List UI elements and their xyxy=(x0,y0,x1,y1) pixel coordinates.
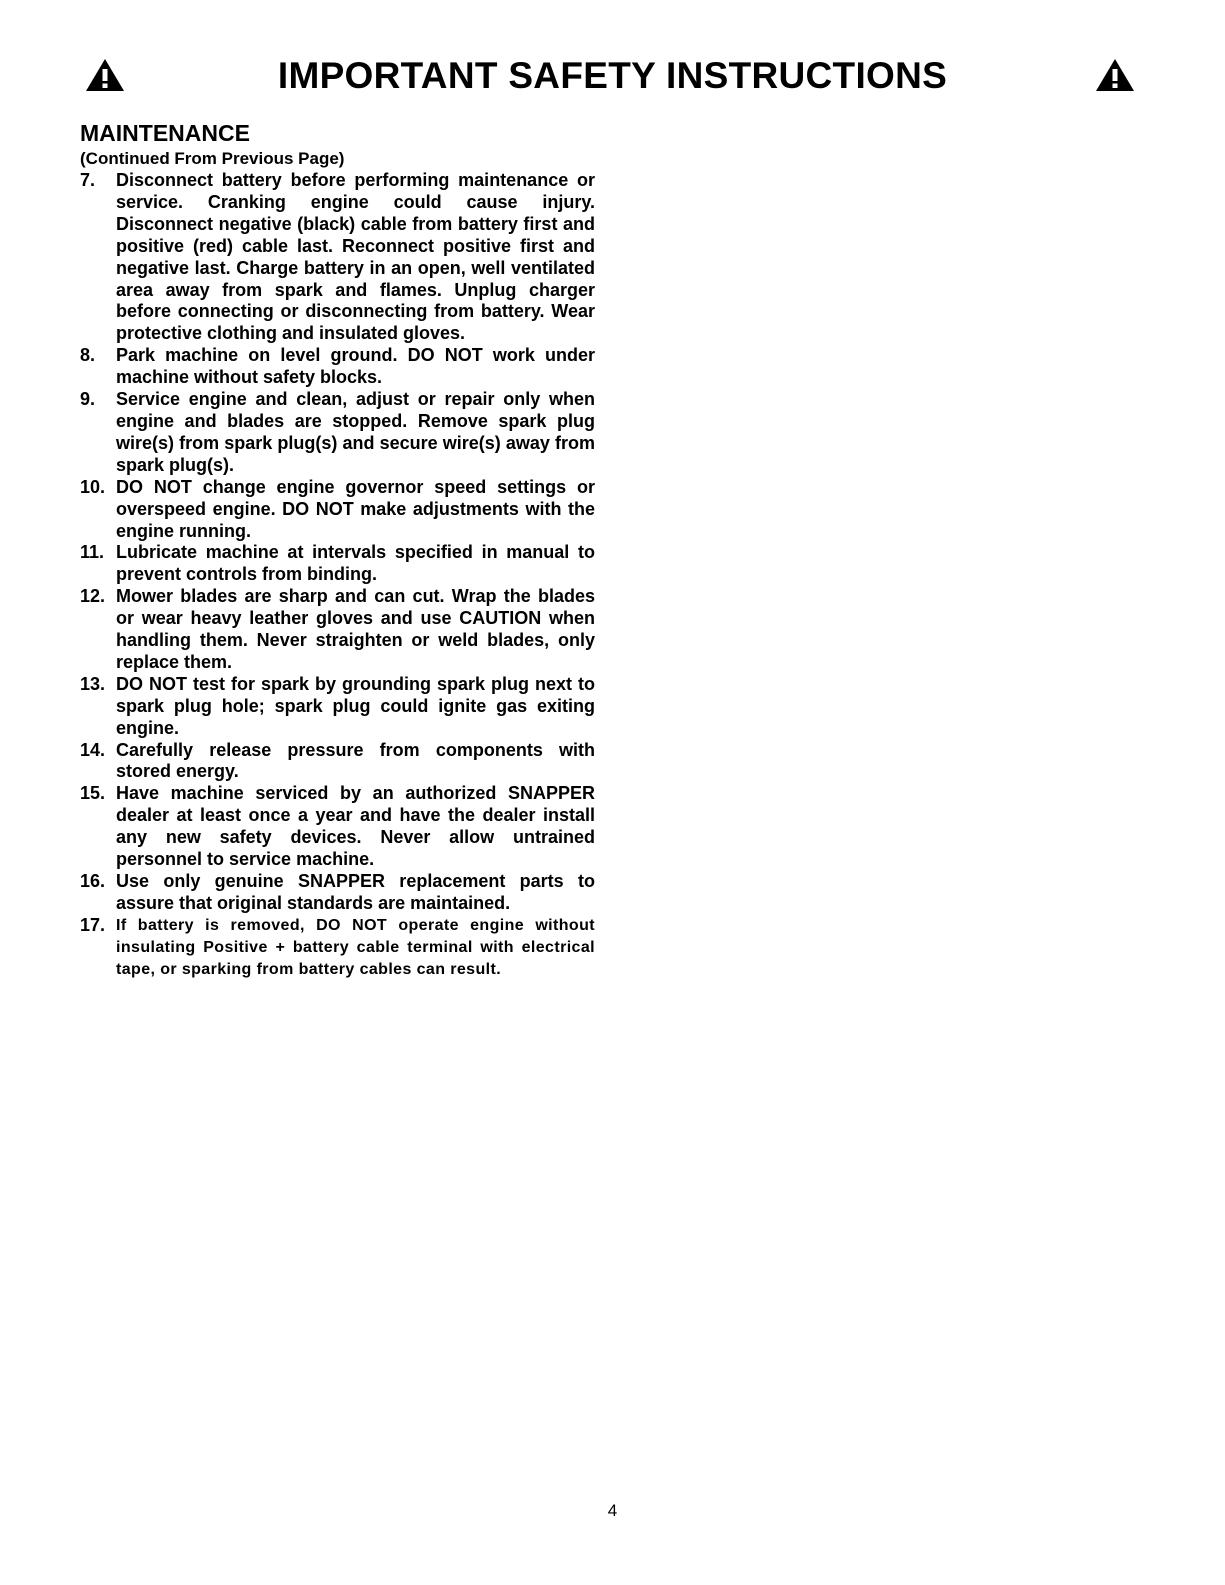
item-text: Carefully release pressure from components with stored energy. xyxy=(116,739,595,782)
list-item xyxy=(80,783,595,871)
item-number: 9. xyxy=(80,389,96,410)
list-item xyxy=(80,345,595,389)
item-number: 16. xyxy=(80,871,106,891)
instruction-list xyxy=(80,170,595,981)
item-number: 8. xyxy=(80,345,96,366)
item-number: 14. xyxy=(80,739,106,760)
item-text: Use only genuine SNAPPER replacement parts to assure that original standards are maintained. xyxy=(116,871,595,913)
page-title: IMPORTANT SAFETY INSTRUCTIONS xyxy=(277,55,948,96)
item-text: Lubricate machine at intervals specified in manual to prevent controls from binding. xyxy=(116,542,595,585)
item-text: Disconnect battery before performing maintenance or service. Cranking engine could cause injury. Disconnect negative (black) cable from battery first and positive (red) cable last. Reconnect positive first and negative last. Charge battery in an open, well ventilated area away from spark and flames. Unplug charger before connecting or disconnecting from battery. Wear protective clothing and insulated gloves. xyxy=(116,170,595,344)
item-number: 10. xyxy=(80,476,106,497)
item-number: 7. xyxy=(80,170,96,190)
list-item xyxy=(80,740,595,784)
item-text: Have machine serviced by an authorized SNAPPER dealer at least once a year and have the dealer install any new safety devices. Never allow untrained personnel to service machine. xyxy=(116,783,595,870)
item-number: 15. xyxy=(80,783,106,804)
page-number: 4 xyxy=(607,1501,618,1520)
item-number: 11. xyxy=(80,542,105,563)
item-text: Mower blades are sharp and can cut. Wrap the blades or wear heavy leather gloves and use CAUTION when handling them. Never straighten or weld blades, only replace them. xyxy=(116,586,595,672)
list-item xyxy=(80,674,595,740)
section-heading: MAINTENANCE xyxy=(80,120,250,146)
continued-note: (Continued From Previous Page) xyxy=(80,149,345,168)
list-item xyxy=(80,542,595,586)
maintenance-section xyxy=(80,118,595,981)
warning-triangle-icon xyxy=(1095,58,1135,92)
item-text: If battery is removed, DO NOT operate engine without insulating Positive + battery cable terminal with electrical tape, or sparking from battery cables can result. xyxy=(116,916,595,978)
list-item xyxy=(80,871,595,915)
item-number: 12. xyxy=(80,586,106,607)
item-number: 17. xyxy=(80,914,106,935)
item-text: Park machine on level ground. DO NOT work under machine without safety blocks. xyxy=(116,345,595,388)
item-text: Service engine and clean, adjust or repair only when engine and blades are stopped. Remove spark plug wire(s) from spark plug(s) and secure wire(s) away from spark plug(s). xyxy=(116,389,595,475)
item-text: DO NOT test for spark by grounding spark plug next to spark plug hole; spark plug could ignite gas exiting engine. xyxy=(116,673,595,738)
item-text: DO NOT change engine governor speed settings or overspeed engine. DO NOT make adjustments with the engine running. xyxy=(116,476,595,541)
list-item xyxy=(80,477,595,543)
list-item xyxy=(80,586,595,674)
list-item xyxy=(80,389,595,477)
list-item xyxy=(80,170,595,345)
list-item xyxy=(80,915,595,981)
item-number: 13. xyxy=(80,673,106,694)
